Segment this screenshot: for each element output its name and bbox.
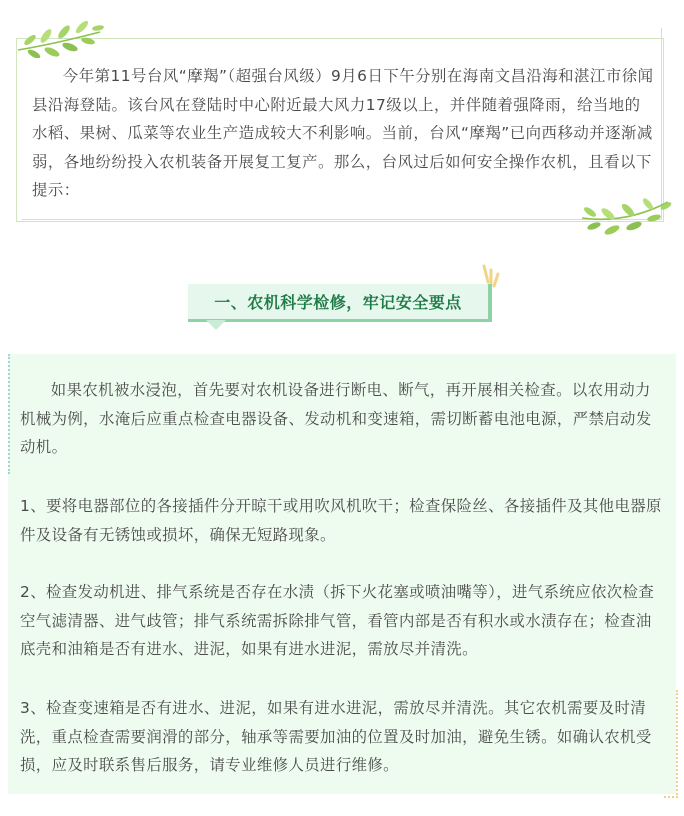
title-pointer — [206, 320, 226, 330]
section-title-banner — [188, 284, 492, 322]
intro-paragraph: 今年第11号台风“摩羯”（超强台风级）9月6日下午分别在海南文昌沿海和湛江市徐闻县沿海登陆。该台风在登陆时中心附近最大风力17级以上，并伴随着强降雨，给当地的水稻、果树、瓜菜等农业生产造成较大不利影响。当前，台风“摩羯”已向西移动并逐渐减弱，各地纷纷投入农机装备开展复工复产。那么，台风过后如何安全操作农机，且看以下提示： — [32, 67, 654, 199]
paragraph-intro: 如果农机被水浸泡，首先要对农机设备进行断电、断气，再开展相关检查。以农用动力机械为例，水淹后应重点检查电器设备、发动机和变速箱，需切断蓄电池电源，严禁启动发动机。 — [20, 381, 652, 456]
paragraph-item-3: 3、检查变速箱是否有进水、进泥，如果有进水进泥，需放尽并清洗。其它农机需要及时清洗，重点检查需要润滑的部分，轴承等需要加油的位置及时加油，避免生锈。如确认农机受损，应及时联系售后服务，请专业维修人员进行维修。 — [20, 699, 652, 774]
leaf-branch-icon — [14, 14, 104, 58]
section-title: 一、农机科学检修，牢记安全要点 — [214, 293, 462, 312]
paragraph-item-1: 1、要将电器部位的各接插件分开晾干或用吹风机吹干；检查保险丝、各接插件及其他电器原件及设备有无锈蚀或损坏，确保无短路现象。 — [20, 497, 662, 544]
paragraph-item-2: 2、检查发动机进、排气系统是否存在水渍（拆下火花塞或喷油嘴等），进气系统应依次检查空气滤清器、进气歧管；排气系统需拆除排气管，看管内部是否有积水或水渍存在；检查油底壳和油箱是否有进水、进泥，如果有进水进泥，需放尽并清洗。 — [20, 583, 655, 658]
panel-corner-decoration — [8, 354, 16, 474]
leaf-branch-icon — [580, 196, 672, 238]
section-title-box — [188, 284, 492, 322]
panel-corner-decoration — [664, 690, 678, 798]
